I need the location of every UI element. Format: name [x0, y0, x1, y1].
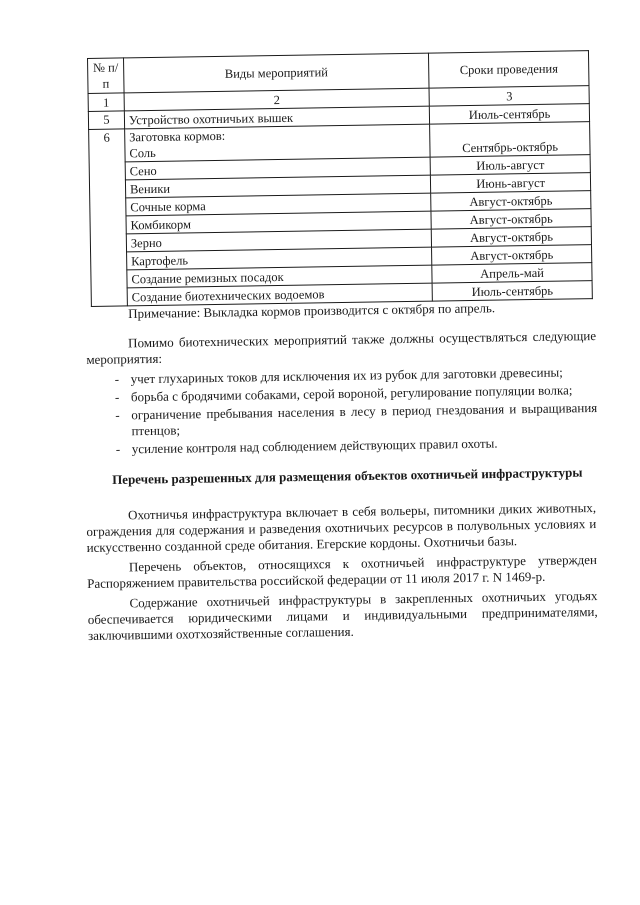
list-item: - ограничение пребывания населения в лесу в период гнездования и выращивания птенцов;	[115, 400, 597, 440]
row-dates: Апрель-май	[432, 263, 592, 284]
row-number: 6	[89, 129, 128, 307]
index-cell-3: 3	[429, 86, 589, 107]
row-item-name: Соль	[129, 145, 156, 161]
row-item-name: Веники	[125, 175, 431, 198]
measures-block	[86, 328, 598, 460]
row-item-name: Создание ремизных посадок	[127, 265, 433, 288]
index-cell-1: 1	[88, 93, 124, 112]
row-dates: Август-октябрь	[431, 191, 591, 212]
row-dates: Сентябрь-октябрь	[430, 122, 590, 158]
measures-list	[87, 364, 598, 458]
row-item-name: Картофель	[126, 247, 432, 270]
row-dates: Июнь-август	[431, 173, 591, 194]
row-dates: Июль-сентябрь	[430, 104, 590, 125]
row-item-name: Создание биотехнических водоемов	[127, 283, 433, 306]
list-item: - усиление контроля над соблюдением действующих правил охоты.	[116, 434, 598, 458]
row-group-title: Заготовка кормов:	[129, 128, 226, 145]
row-item-name: Сочные корма	[126, 193, 432, 216]
row-item-name: Зерно	[126, 229, 432, 252]
table-note: Примечание: Выкладка кормов производится с октября по апрель.	[128, 300, 496, 321]
header-dates: Сроки проведения	[429, 51, 589, 89]
row-dates: Август-октябрь	[432, 245, 592, 266]
events-table	[87, 50, 593, 307]
row-dates: Июль-сентябрь	[432, 281, 592, 302]
list-item: - борьба с бродячими собаками, серой вороной, регулирование популяции волка;	[115, 382, 597, 406]
row-name	[125, 124, 431, 162]
row-number: 5	[88, 111, 124, 130]
row-dates: Август-октябрь	[431, 227, 591, 248]
header-event: Виды мероприятий	[123, 53, 429, 93]
row-item-name: Комбикорм	[126, 211, 432, 234]
section-title: Перечень разрешенных для размещения объектов охотничьей инфраструктуры	[112, 464, 583, 487]
header-num: № п/п	[88, 58, 124, 94]
row-name: Устройство охотничьих вышек	[124, 106, 430, 129]
row-dates: Июль-август	[430, 155, 590, 176]
measures-intro: Помимо биотехнических мероприятий также должны осуществляться следующие мероприятия:	[86, 327, 597, 367]
row-item-name: Сено	[125, 157, 431, 180]
section-paragraph: Охотничья инфраструктура включает в себя вольеры, питомники диких животных, ограждения для содержания и разведения охотничьих ресурсов в полувольных условиях и искусственно созданной среде обитания. Егерские кордоны. Охотничьи базы.	[86, 499, 597, 555]
section-body	[86, 500, 598, 648]
list-item: - учет глухариных токов для исключения их из рубок для заготовки древесины;	[115, 364, 597, 388]
index-cell-2: 2	[124, 88, 430, 111]
row-dates: Август-октябрь	[431, 209, 591, 230]
section-paragraph: Перечень объектов, относящихся к охотничьей инфраструктуре утвержден Распоряжением правительства российской федерации от 11 июля 2017 г. N 1469-р.	[87, 551, 597, 591]
section-paragraph: Содержание охотничьей инфраструктуры в закрепленных охотничьих угодьях обеспечивается юридическими лицами и индивидуальными предпринимателями, заключившими охотхозяйственные соглашения.	[87, 587, 598, 643]
